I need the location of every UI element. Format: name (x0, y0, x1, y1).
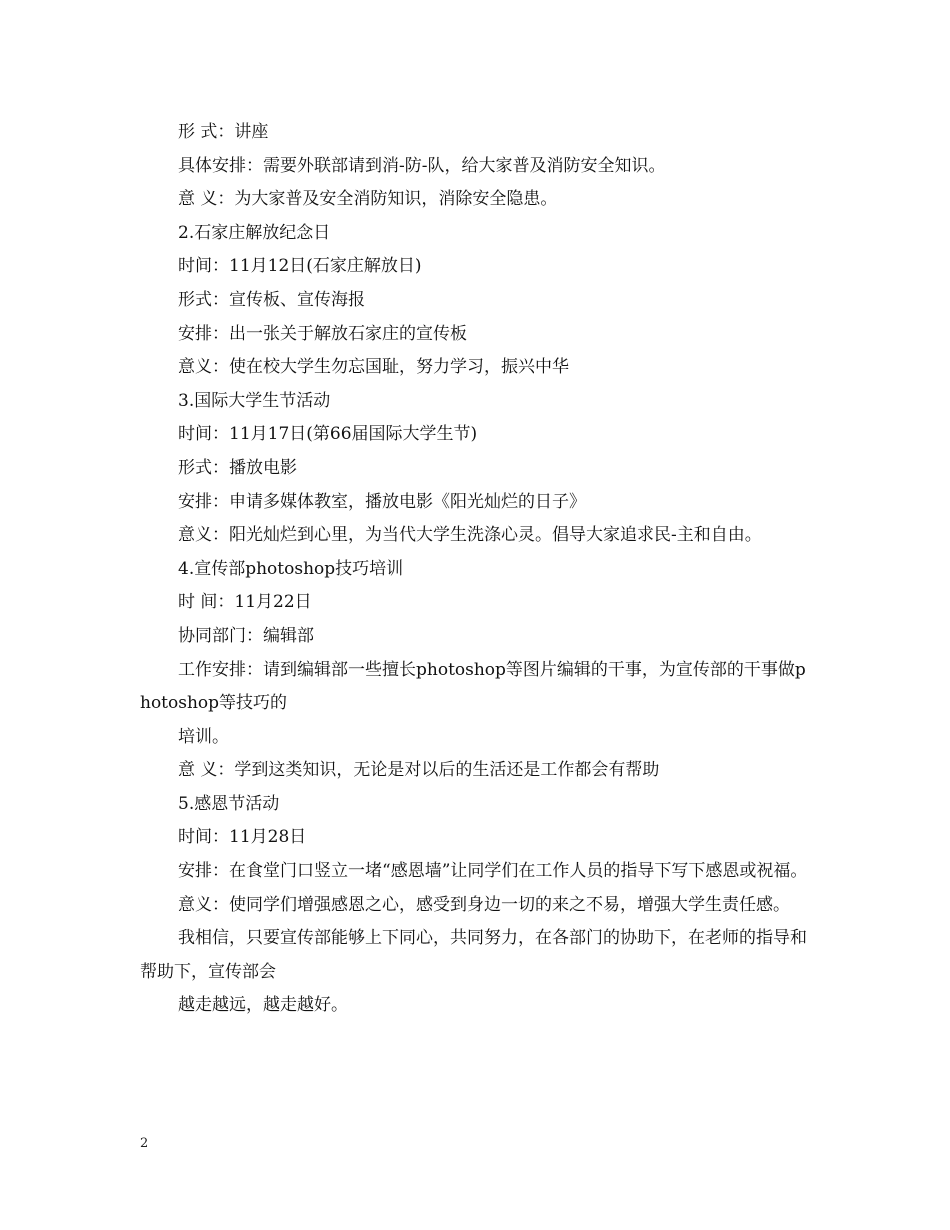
paragraph: 安排：出一张关于解放石家庄的宣传板 (178, 323, 467, 344)
section-heading: 4.宣传部photoshop技巧培训 (178, 558, 404, 579)
paragraph: 我相信，只要宣传部能够上下同心，共同努力，在各部门的协助下，在老师的指导和帮助下，宣传部会 (140, 928, 807, 982)
section-heading: 5.感恩节活动 (178, 793, 280, 814)
section-heading: 2.石家庄解放纪念日 (178, 222, 331, 243)
paragraph: 时间：11月17日(第66届国际大学生节) (178, 424, 478, 445)
paragraph: 形式：播放电影 (178, 457, 297, 478)
paragraph: 形式：宣传板、宣传海报 (178, 289, 365, 310)
paragraph: 工作安排：请到编辑部一些擅长photoshop等图片编辑的干事，为宣传部的干事做photoshop等技巧的 (140, 659, 806, 714)
paragraph: 时间：11月28日 (178, 827, 307, 848)
paragraph: 协同部门：编辑部 (178, 625, 314, 646)
paragraph: 培训。 (178, 726, 229, 747)
paragraph: 时间：11月12日(石家庄解放日) (178, 256, 422, 277)
page-number: 2 (140, 1136, 149, 1151)
paragraph: 意义：使在校大学生勿忘国耻，努力学习，振兴中华 (178, 357, 569, 378)
paragraph: 具体安排：需要外联部请到消-防-队，给大家普及消防安全知识。 (178, 155, 666, 176)
paragraph: 意 义：为大家普及安全消防知识，消除安全隐患。 (178, 189, 558, 210)
section-heading: 3.国际大学生节活动 (178, 390, 331, 411)
paragraph: 安排：在食堂门口竖立一堵“感恩墙”让同学们在工作人员的指导下写下感恩或祝福。 (178, 861, 808, 882)
paragraph: 越走越远，越走越好。 (178, 995, 348, 1016)
paragraph: 意 义：学到这类知识，无论是对以后的生活还是工作都会有帮助 (178, 760, 660, 781)
document-body (140, 116, 812, 1023)
paragraph: 意义：阳光灿烂到心里，为当代大学生洗涤心灵。倡导大家追求民-主和自由。 (178, 525, 762, 546)
paragraph: 安排：申请多媒体教室，播放电影《阳光灿烂的日子》 (178, 491, 586, 512)
paragraph: 形 式：讲座 (178, 122, 269, 142)
paragraph: 时 间：11月22日 (178, 592, 312, 613)
paragraph: 意义：使同学们增强感恩之心，感受到身边一切的来之不易，增强大学生责任感。 (178, 894, 790, 915)
